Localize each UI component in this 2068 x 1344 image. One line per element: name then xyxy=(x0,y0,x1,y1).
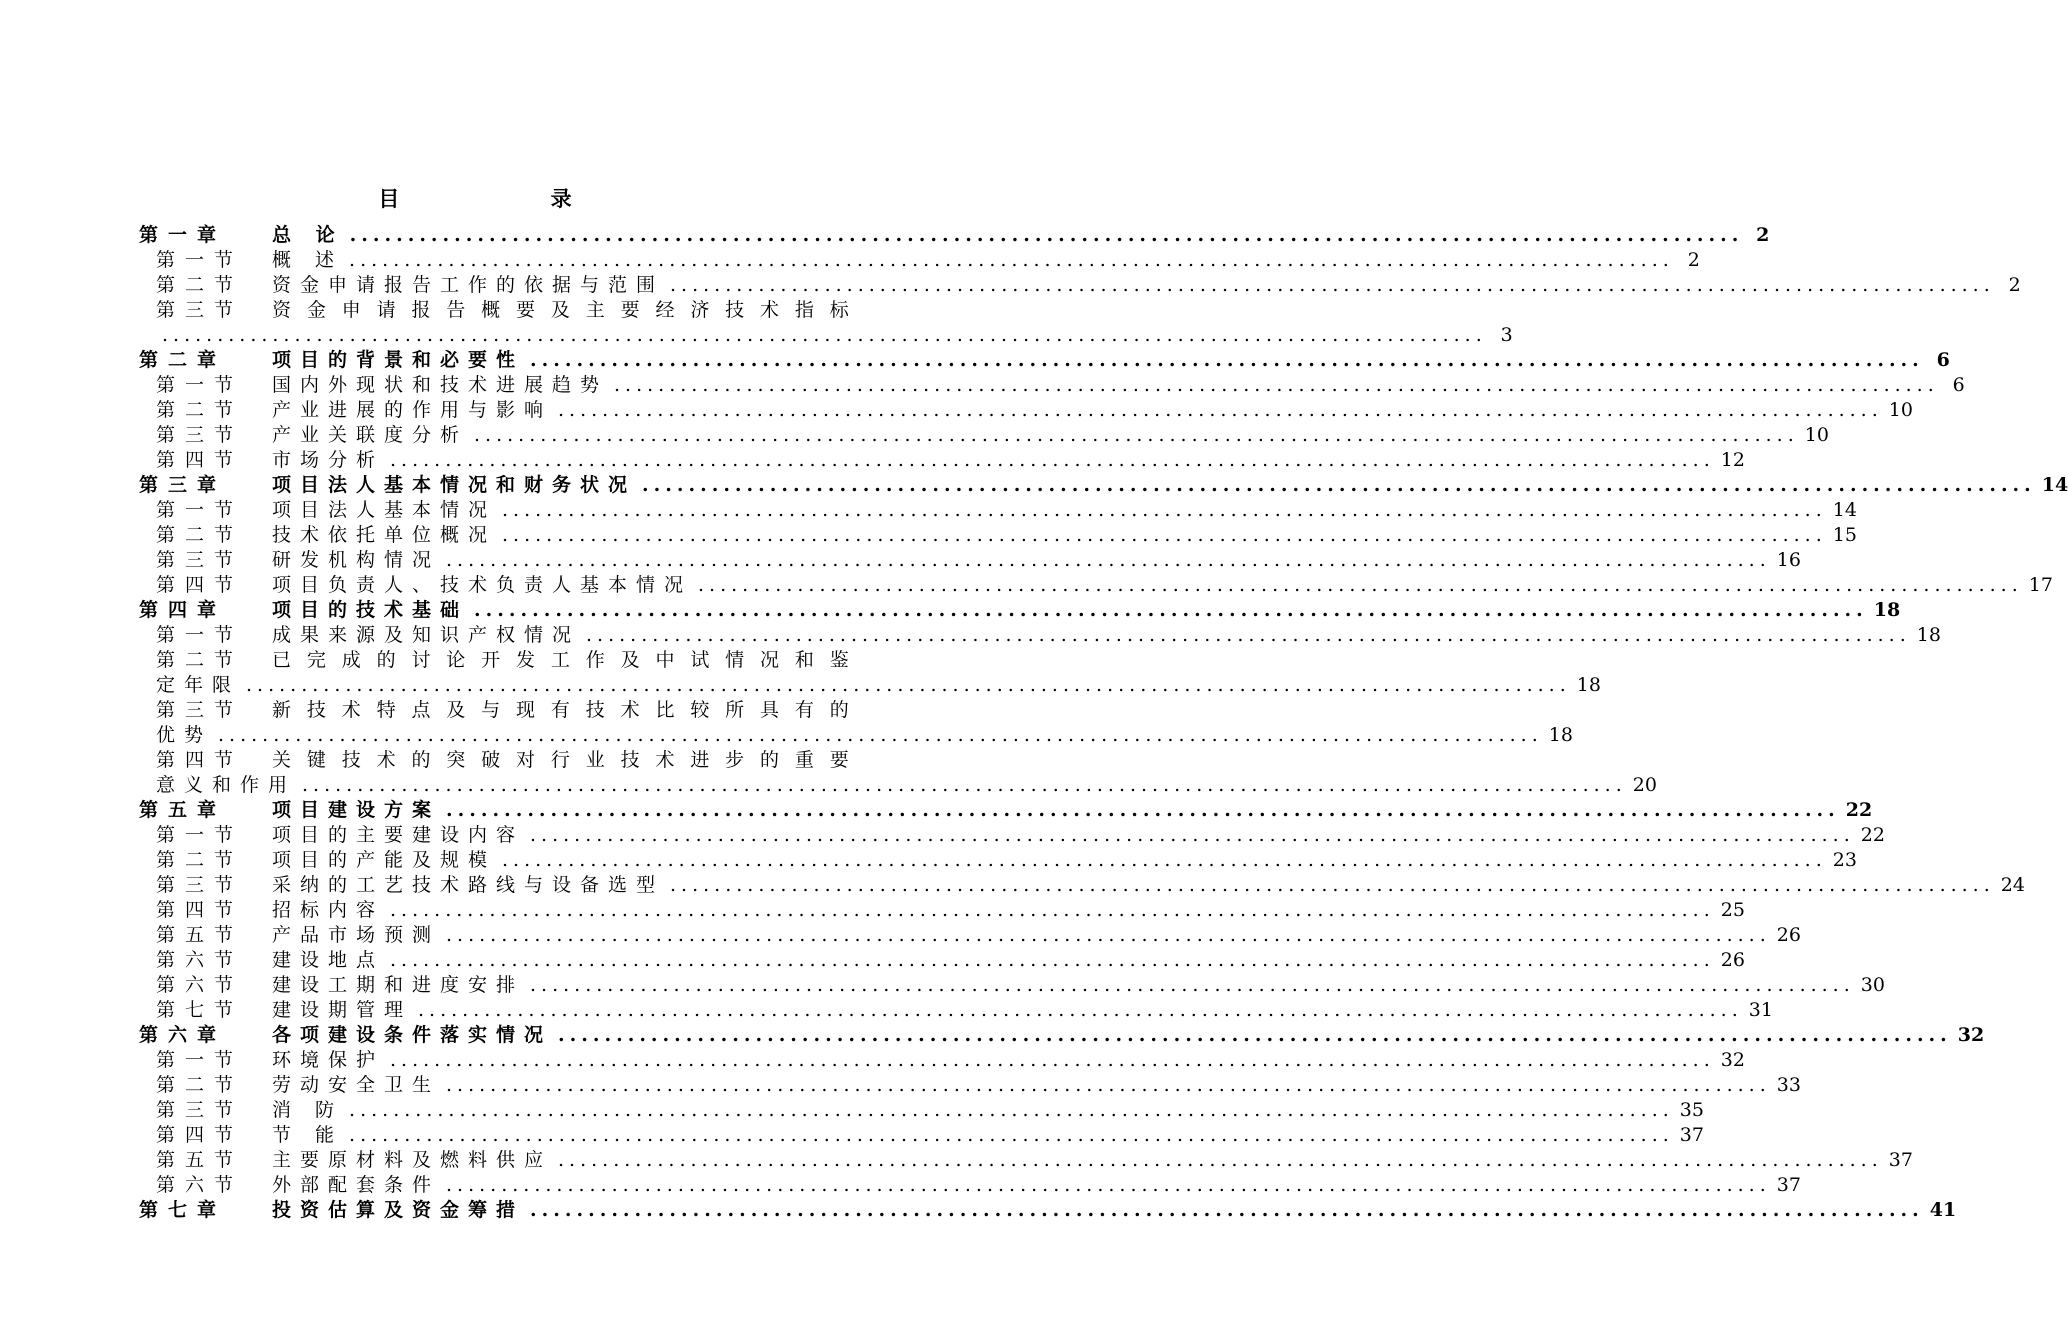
entry-title: 产业进展的作用与影响 xyxy=(272,399,553,421)
entry-number: 第三节 xyxy=(156,549,244,571)
entry-title: 消 防 xyxy=(272,1099,344,1121)
toc-section-entry[interactable] xyxy=(139,548,1801,573)
entry-number: 第二节 xyxy=(156,649,244,671)
entry-title: 技术依托单位概况 xyxy=(272,524,497,546)
toc-entry-continuation[interactable] xyxy=(139,773,1657,798)
entry-number: 第七节 xyxy=(156,999,244,1021)
entry-title: 项目的主要建设内容 xyxy=(272,824,525,846)
entry-title: 项目负责人、技术负责人基本情况 xyxy=(272,574,693,596)
entry-title: 采纳的工艺技术路线与设备选型 xyxy=(272,874,665,896)
dot-leader: ........................................................................................................................ xyxy=(446,799,1840,821)
entry-page-number: 18 xyxy=(1548,724,1573,746)
entry-page-number: 6 xyxy=(1952,374,1965,396)
entry-title: 资金申请报告工作的依据与范围 xyxy=(272,274,665,296)
entry-page-number: 20 xyxy=(1632,774,1657,796)
toc-chapter-entry[interactable] xyxy=(139,1023,1985,1048)
entry-number: 第三节 xyxy=(156,699,244,721)
entry-title: 关 键 技 术 的 突 破 对 行 业 技 术 进 步 的 重 要 xyxy=(272,749,849,771)
entry-title-continuation: 定年限 xyxy=(156,674,241,696)
entry-number: 第六节 xyxy=(156,974,244,996)
toc-section-entry[interactable] xyxy=(139,973,1885,998)
toc-chapter-entry[interactable] xyxy=(139,223,1770,248)
entry-number: 第三节 xyxy=(156,424,244,446)
entry-title: 项目建设方案 xyxy=(272,799,441,821)
toc-section-entry[interactable] xyxy=(139,273,2021,298)
dot-leader: ........................................................................................................................ xyxy=(349,249,1674,271)
entry-page-number: 37 xyxy=(1776,1174,1801,1196)
entry-number: 第六节 xyxy=(156,949,244,971)
toc-section-entry[interactable] xyxy=(139,523,1857,548)
entry-page-number: 16 xyxy=(1776,549,1801,571)
dot-leader: ........................................................................................................................ xyxy=(390,1049,1715,1071)
entry-page-number: 14 xyxy=(2041,474,2068,496)
toc-section-entry[interactable] xyxy=(139,948,1745,973)
entry-title: 产业关联度分析 xyxy=(272,424,469,446)
entry-number: 第四节 xyxy=(156,1124,244,1146)
entry-page-number: 14 xyxy=(1832,499,1857,521)
entry-title: 总 论 xyxy=(272,224,344,246)
toc-section-entry[interactable] xyxy=(139,423,1829,448)
entry-number: 第二节 xyxy=(156,274,244,296)
entry-number: 第七章 xyxy=(139,1199,227,1221)
entry-title: 项目法人基本情况 xyxy=(272,499,497,521)
entry-number: 第四节 xyxy=(156,899,244,921)
entry-page-number: 6 xyxy=(1936,349,1950,371)
entry-number: 第一章 xyxy=(139,224,227,246)
dot-leader: ........................................................................................................................ xyxy=(246,674,1571,696)
entry-page-number: 15 xyxy=(1832,524,1857,546)
entry-title: 产品市场预测 xyxy=(272,924,441,946)
dot-leader: ........................................................................................................................ xyxy=(162,324,1487,346)
dot-leader: ........................................................................................................................ xyxy=(390,899,1715,921)
toc-entry[interactable] xyxy=(139,748,849,773)
entry-number: 第三节 xyxy=(156,299,244,321)
toc-section-entry[interactable] xyxy=(139,448,1745,473)
dot-leader: ........................................................................................................................ xyxy=(502,524,1827,546)
toc-entry[interactable] xyxy=(139,698,849,723)
entry-page-number: 35 xyxy=(1679,1099,1704,1121)
dot-leader: ........................................................................................................................ xyxy=(698,574,2023,596)
toc-section-entry[interactable] xyxy=(139,498,1857,523)
entry-number: 第五节 xyxy=(156,924,244,946)
entry-number: 第五章 xyxy=(139,799,227,821)
toc-entry-continuation[interactable] xyxy=(139,723,1573,748)
dot-leader: ........................................................................................................................ xyxy=(390,449,1715,471)
dot-leader: ........................................................................................................................ xyxy=(349,1099,1674,1121)
dot-leader: ........................................................................................................................ xyxy=(586,624,1911,646)
toc-section-entry[interactable] xyxy=(139,823,1885,848)
entry-page-number: 26 xyxy=(1720,949,1745,971)
toc-section-entry[interactable] xyxy=(139,923,1801,948)
entry-title: 投资估算及资金筹措 xyxy=(272,1199,525,1221)
entry-page-number: 2 xyxy=(2008,274,2021,296)
dot-leader: ........................................................................................................................ xyxy=(614,374,1939,396)
toc-section-entry[interactable] xyxy=(139,1148,1913,1173)
entry-number: 第一节 xyxy=(156,824,244,846)
toc-section-entry[interactable] xyxy=(139,898,1745,923)
toc-section-entry[interactable] xyxy=(139,248,1700,273)
dot-leader: ........................................................................................................................ xyxy=(446,924,1771,946)
entry-title: 国内外现状和技术进展趋势 xyxy=(272,374,609,396)
entry-title: 外部配套条件 xyxy=(272,1174,441,1196)
entry-page-number: 23 xyxy=(1832,849,1857,871)
entry-title: 新 技 术 特 点 及 与 现 有 技 术 比 较 所 具 有 的 xyxy=(272,699,849,721)
dot-leader: ........................................................................................................................ xyxy=(502,499,1827,521)
entry-title: 项目的背景和必要性 xyxy=(272,349,525,371)
entry-number: 第三节 xyxy=(156,1099,244,1121)
entry-page-number: 24 xyxy=(2000,874,2025,896)
toc-chapter-entry[interactable] xyxy=(139,473,2068,498)
entry-number: 第四章 xyxy=(139,599,227,621)
entry-page-number: 10 xyxy=(1888,399,1913,421)
toc-section-entry[interactable] xyxy=(139,1048,1745,1073)
dot-leader: ........................................................................................................................ xyxy=(349,224,1744,246)
dot-leader: ........................................................................................................................ xyxy=(558,1024,1952,1046)
toc-section-entry[interactable] xyxy=(139,573,2053,598)
entry-page-number: 22 xyxy=(1860,824,1885,846)
dot-leader: ........................................................................................................................ xyxy=(446,1074,1771,1096)
entry-title: 建设期管理 xyxy=(272,999,413,1021)
toc-section-entry[interactable] xyxy=(139,1123,1704,1148)
entry-title: 项目的技术基础 xyxy=(272,599,469,621)
entry-number: 第一节 xyxy=(156,1049,244,1071)
entry-title: 节 能 xyxy=(272,1124,344,1146)
entry-number: 第二节 xyxy=(156,1074,244,1096)
entry-title: 建设工期和进度安排 xyxy=(272,974,525,996)
entry-number: 第六节 xyxy=(156,1174,244,1196)
toc-section-entry[interactable] xyxy=(139,1173,1801,1198)
entry-number: 第三章 xyxy=(139,474,227,496)
entry-title-continuation: 优势 xyxy=(156,724,213,746)
entry-number: 第四节 xyxy=(156,449,244,471)
toc-entry-continuation[interactable] xyxy=(139,323,1513,348)
entry-number: 第四节 xyxy=(156,574,244,596)
entry-page-number: 37 xyxy=(1679,1124,1704,1146)
entry-page-number: 30 xyxy=(1860,974,1885,996)
toc-list xyxy=(139,223,2068,1223)
entry-number: 第二节 xyxy=(156,849,244,871)
entry-title: 市场分析 xyxy=(272,449,385,471)
entry-page-number: 17 xyxy=(2028,574,2053,596)
entry-title: 建设地点 xyxy=(272,949,385,971)
toc-entry-continuation[interactable] xyxy=(139,673,1601,698)
dot-leader: ........................................................................................................................ xyxy=(446,549,1771,571)
dot-leader: ........................................................................................................................ xyxy=(418,999,1743,1021)
entry-page-number: 25 xyxy=(1720,899,1745,921)
toc-section-entry[interactable] xyxy=(139,848,1857,873)
entry-page-number: 3 xyxy=(1500,324,1513,346)
entry-page-number: 10 xyxy=(1804,424,1829,446)
entry-page-number: 18 xyxy=(1576,674,1601,696)
toc-section-entry[interactable] xyxy=(139,1073,1801,1098)
dot-leader: ........................................................................................................................ xyxy=(474,424,1799,446)
entry-title: 已 完 成 的 讨 论 开 发 工 作 及 中 试 情 况 和 鉴 xyxy=(272,649,849,671)
toc-section-entry[interactable] xyxy=(139,998,1773,1023)
entry-page-number: 32 xyxy=(1720,1049,1745,1071)
entry-page-number: 32 xyxy=(1957,1024,1985,1046)
entry-number: 第一节 xyxy=(156,374,244,396)
entry-title: 环境保护 xyxy=(272,1049,385,1071)
entry-title: 研发机构情况 xyxy=(272,549,441,571)
toc-chapter-entry[interactable] xyxy=(139,598,1901,623)
entry-page-number: 37 xyxy=(1888,1149,1913,1171)
dot-leader: ........................................................................................................................ xyxy=(302,774,1627,796)
entry-page-number: 2 xyxy=(1756,224,1770,246)
toc-chapter-entry[interactable] xyxy=(139,798,1873,823)
entry-number: 第四节 xyxy=(156,749,244,771)
entry-page-number: 2 xyxy=(1687,249,1700,271)
entry-page-number: 33 xyxy=(1776,1074,1801,1096)
dot-leader: ........................................................................................................................ xyxy=(558,1149,1883,1171)
dot-leader: ........................................................................................................................ xyxy=(218,724,1543,746)
dot-leader: ........................................................................................................................ xyxy=(558,399,1883,421)
toc-section-entry[interactable] xyxy=(139,398,1913,423)
dot-leader: ........................................................................................................................ xyxy=(530,824,1855,846)
entry-page-number: 31 xyxy=(1748,999,1773,1021)
entry-title: 概 述 xyxy=(272,249,344,271)
entry-number: 第三节 xyxy=(156,874,244,896)
entry-title: 招标内容 xyxy=(272,899,385,921)
dot-leader: ........................................................................................................................ xyxy=(349,1124,1674,1146)
entry-page-number: 18 xyxy=(1873,599,1901,621)
entry-page-number: 12 xyxy=(1720,449,1745,471)
entry-page-number: 22 xyxy=(1845,799,1873,821)
entry-number: 第一节 xyxy=(156,624,244,646)
entry-title: 资 金 申 请 报 告 概 要 及 主 要 经 济 技 术 指 标 xyxy=(272,299,849,321)
toc-section-entry[interactable] xyxy=(139,373,1965,398)
toc-chapter-entry[interactable] xyxy=(139,1198,1957,1223)
entry-page-number: 26 xyxy=(1776,924,1801,946)
toc-section-entry[interactable] xyxy=(139,623,1941,648)
entry-page-number: 41 xyxy=(1929,1199,1957,1221)
entry-number: 第六章 xyxy=(139,1024,227,1046)
entry-title: 劳动安全卫生 xyxy=(272,1074,441,1096)
dot-leader: ........................................................................................................................ xyxy=(642,474,2036,496)
toc-entry[interactable] xyxy=(139,648,849,673)
entry-number: 第一节 xyxy=(156,499,244,521)
dot-leader: ........................................................................................................................ xyxy=(390,949,1715,971)
entry-title: 项目的产能及规模 xyxy=(272,849,497,871)
entry-number: 第五节 xyxy=(156,1149,244,1171)
entry-title: 项目法人基本情况和财务状况 xyxy=(272,474,637,496)
toc-entry[interactable] xyxy=(139,298,849,323)
entry-title: 成果来源及知识产权情况 xyxy=(272,624,581,646)
entry-page-number: 18 xyxy=(1916,624,1941,646)
dot-leader: ........................................................................................................................ xyxy=(530,349,1924,371)
toc-chapter-entry[interactable] xyxy=(139,348,1950,373)
entry-number: 第一节 xyxy=(156,249,244,271)
entry-number: 第二节 xyxy=(156,524,244,546)
dot-leader: ........................................................................................................................ xyxy=(446,1174,1771,1196)
dot-leader: ........................................................................................................................ xyxy=(502,849,1827,871)
dot-leader: ........................................................................................................................ xyxy=(670,274,1995,296)
dot-leader: ........................................................................................................................ xyxy=(474,599,1868,621)
toc-section-entry[interactable] xyxy=(139,873,2025,898)
dot-leader: ........................................................................................................................ xyxy=(530,974,1855,996)
dot-leader: ........................................................................................................................ xyxy=(530,1199,1924,1221)
entry-title: 主要原材料及燃料供应 xyxy=(272,1149,553,1171)
entry-number: 第二章 xyxy=(139,349,227,371)
entry-title: 各项建设条件落实情况 xyxy=(272,1024,553,1046)
dot-leader: ........................................................................................................................ xyxy=(670,874,1995,896)
entry-number: 第二节 xyxy=(156,399,244,421)
entry-title-continuation: 意义和作用 xyxy=(156,774,297,796)
toc-title: 目 录 xyxy=(378,186,644,211)
toc-section-entry[interactable] xyxy=(139,1098,1704,1123)
